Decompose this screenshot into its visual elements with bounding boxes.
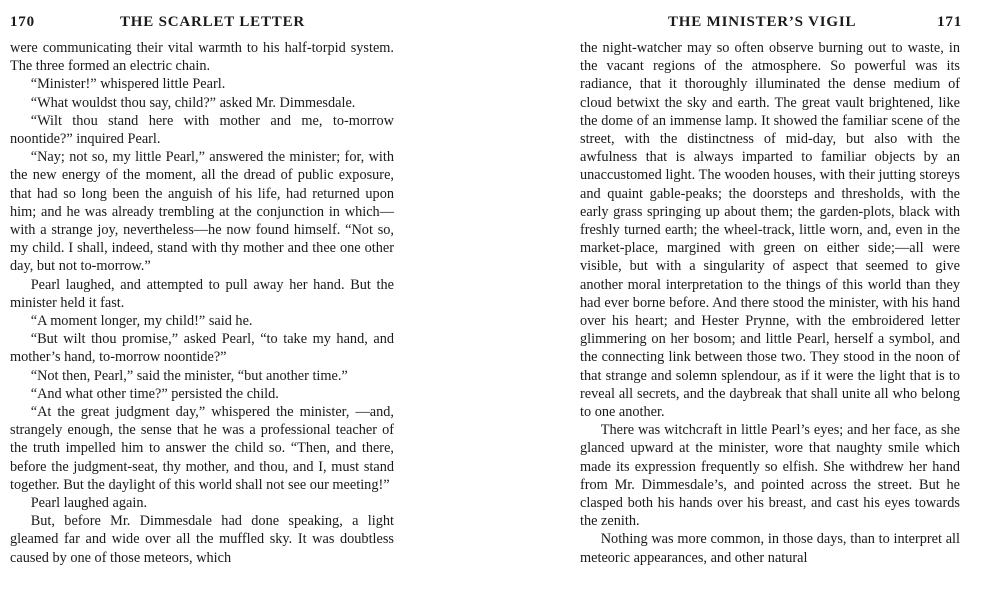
paragraph: There was witchcraft in little Pearl’s eyes; and her face, as she glanced upward at the minister, wore that naughty smile which made its expression frequently so elfish. She withdrew her hand from Mr. Dimmesdale’s, and pointed across the street. But he clasped both his hands over his breast, and cast his eyes towards the zenith. xyxy=(580,422,960,530)
left-page-body xyxy=(10,39,394,567)
paragraph: Pearl laughed, and attempted to pull away her hand. But the minister held it fast. xyxy=(10,276,394,311)
right-page-number: 171 xyxy=(937,14,962,30)
paragraph: “Nay; not so, my little Pearl,” answered the minister; for, with the new energy of the moment, all the dread of public exposure, that had so long been the anguish of his life, had returned upon him; and he was already trembling at the conjunction in which—with a strange joy, nevertheless—he now found himself. “Not so, my child. I shall, indeed, stand with thy mother and thee one other day, but not to-morrow.” xyxy=(10,149,394,275)
right-page-body xyxy=(580,39,960,567)
paragraph: “A moment longer, my child!” said he. xyxy=(30,313,253,330)
paragraph: “But wilt thou promise,” asked Pearl, “to take my hand, and mother’s hand, to-morrow noontide?” xyxy=(10,331,394,366)
paragraph: the night-watcher may so often observe burning out to waste, in the vacant regions of the atmosphere. So powerful was its radiance, that it thoroughly illuminated the dense medium of cloud betwixt the sky and earth. The great vault brightened, like the dome of an immense lamp. It showed the familiar scene of the street, with the distinctness of mid-day, but also with the awfulness that is always imparted to familiar objects by an unaccustomed light. The wooden houses, with their jutting storeys and quaint gable-peaks; the doorsteps and thresholds, with the early grass springing up about them; the garden-plots, black with freshly turned earth; the wheel-track, little worn, and, even in the market-place, margined with green on either side;—all were visible, but with a singularity of aspect that seemed to give another moral interpretation to the things of this world than they had ever borne before. And there stood the minister, with his hand over his heart; and Hester Prynne, with the embroidered letter glimmering on her bosom; and little Pearl, herself a symbol, and the connecting link between those two. They stood in the noon of that strange and solemn splendour, as if it were the light that is to reveal all secrets, and the daybreak that shall unite all who belong to one another. xyxy=(580,40,960,421)
paragraph: But, before Mr. Dimmesdale had done speaking, a light gleamed far and wide over all the muffled sky. It was doubtless caused by one of those meteors, which xyxy=(10,513,394,566)
left-running-head xyxy=(0,14,400,38)
right-running-head xyxy=(574,14,984,38)
paragraph: Nothing was more common, in those days, than to interpret all meteoric appearances, and other natural xyxy=(580,531,960,566)
paragraph: “What wouldst thou say, child?” asked Mr. Dimmesdale. xyxy=(30,94,356,111)
right-page xyxy=(574,0,984,614)
paragraph: “Wilt thou stand here with mother and me, to-morrow noontide?” inquired Pearl. xyxy=(10,112,394,148)
right-page-title: THE MINISTER’S VIGIL xyxy=(668,14,857,30)
paragraph: Pearl laughed again. xyxy=(30,495,148,512)
page-gutter xyxy=(400,0,574,614)
left-page-number: 170 xyxy=(10,14,35,30)
left-page-title: THE SCARLET LETTER xyxy=(120,14,306,30)
paragraph: “Not then, Pearl,” said the minister, “but another time.” xyxy=(30,367,348,384)
paragraph: were communicating their vital warmth to his half-torpid system. The three formed an electric chain. xyxy=(10,40,394,75)
left-page xyxy=(0,0,400,614)
paragraph: “Minister!” whispered little Pearl. xyxy=(30,76,226,93)
paragraph: “And what other time?” persisted the child. xyxy=(30,385,279,402)
paragraph: “At the great judgment day,” whispered the minister, —and, strangely enough, the sense that he was a professional teacher of the truth impelled him to answer the child so. “Then, and there, before the judgment-seat, thy mother, and thou, and I, must stand together. But the daylight of this world shall not see our meeting!” xyxy=(10,404,394,493)
